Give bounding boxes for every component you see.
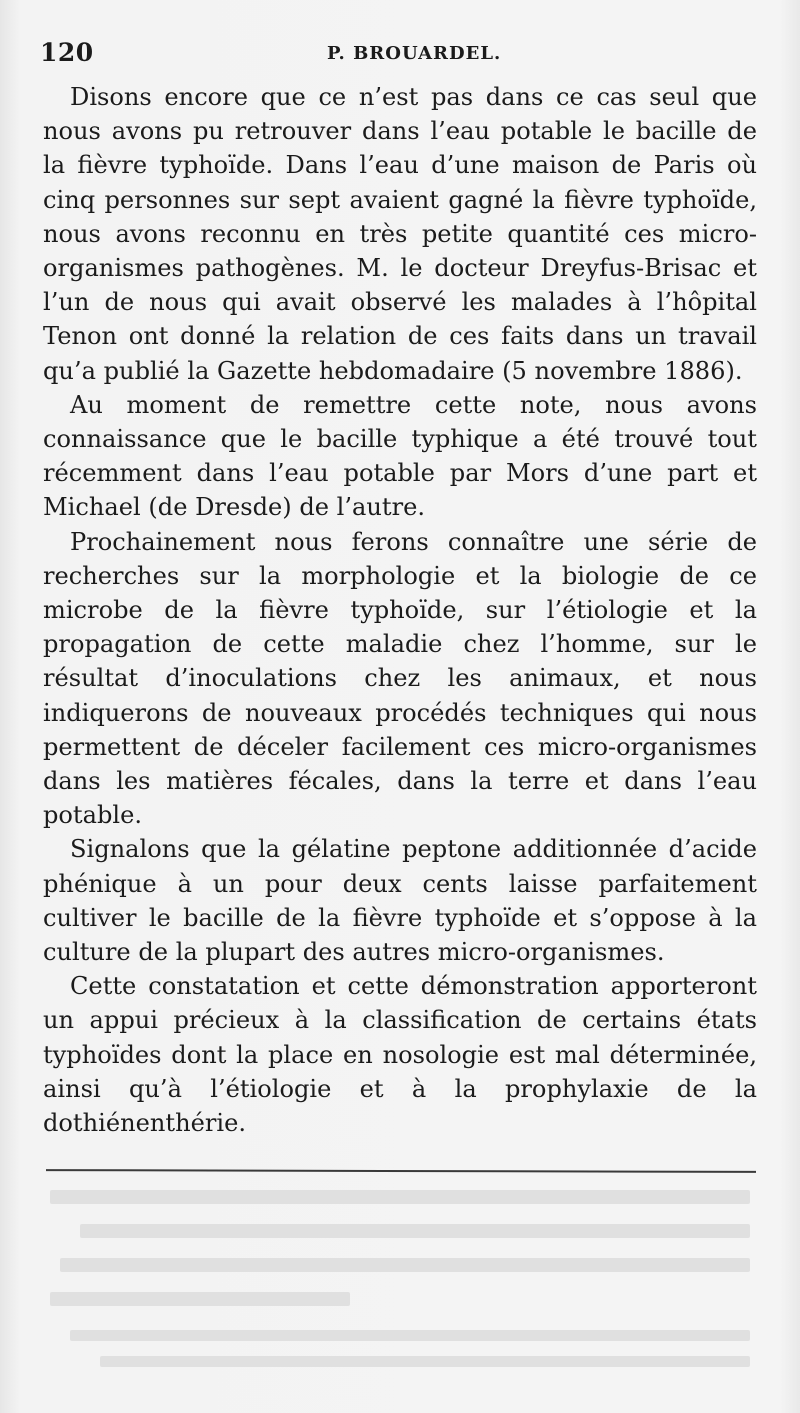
body-text xyxy=(43,80,757,1140)
paragraph: Cette constatation et cette démonstration apporteront un appui précieux à la classification de certains états typhoïdes dont la place en nosologie est mal déterminée, ainsi qu’à l’étiologie et à la prophylaxie de la dothiénenthérie. xyxy=(43,972,757,1138)
show-through-texture xyxy=(40,1180,760,1380)
page-number: 120 xyxy=(40,38,94,67)
paragraph: Au moment de remettre cette note, nous avons connaissance que le bacille typhique a été trouvé tout récemment dans l’eau potable par Mors d’une part et Michael (de Dresde) de l’autre. xyxy=(43,390,757,522)
paragraph: Disons encore que ce n’est pas dans ce cas seul que nous avons pu retrouver dans l’eau potable le bacille de la fièvre typhoïde. Dans l’eau d’une maison de Paris où cinq personnes sur sept avaient gagné la fièvre typhoïde, nous avons reconnu en très petite quantité ces micro-organismes pathogènes. M. le docteur Dreyfus-Brisac et l’un de nous qui avait observé les malades à l’hôpital Tenon ont donné la relation de ces faits dans un travail qu’a publié la Gazette hebdomadaire (5 novembre 1886). xyxy=(43,83,757,385)
footnote-rule xyxy=(46,1169,756,1173)
page-header xyxy=(40,38,760,74)
paragraph: Signalons que la gélatine peptone additionnée d’acide phénique à un pour deux cents laisse parfaitement cultiver le bacille de la fièvre typhoïde et s’oppose à la culture de la plupart des autres micro-organismes. xyxy=(43,835,757,967)
running-head: P. BROUARDEL. xyxy=(327,43,502,64)
paragraph: Prochainement nous ferons connaître une série de recherches sur la morphologie et la biologie de ce microbe de la fièvre typhoïde, sur l’étiologie et la propagation de cette maladie chez l’homme, sur le résultat d’inoculations chez les animaux, et nous indiquerons de nouveaux procédés techniques qui nous permettent de déceler facilement ces micro-organismes dans les matières fécales, dans la terre et dans l’eau potable. xyxy=(43,527,757,830)
